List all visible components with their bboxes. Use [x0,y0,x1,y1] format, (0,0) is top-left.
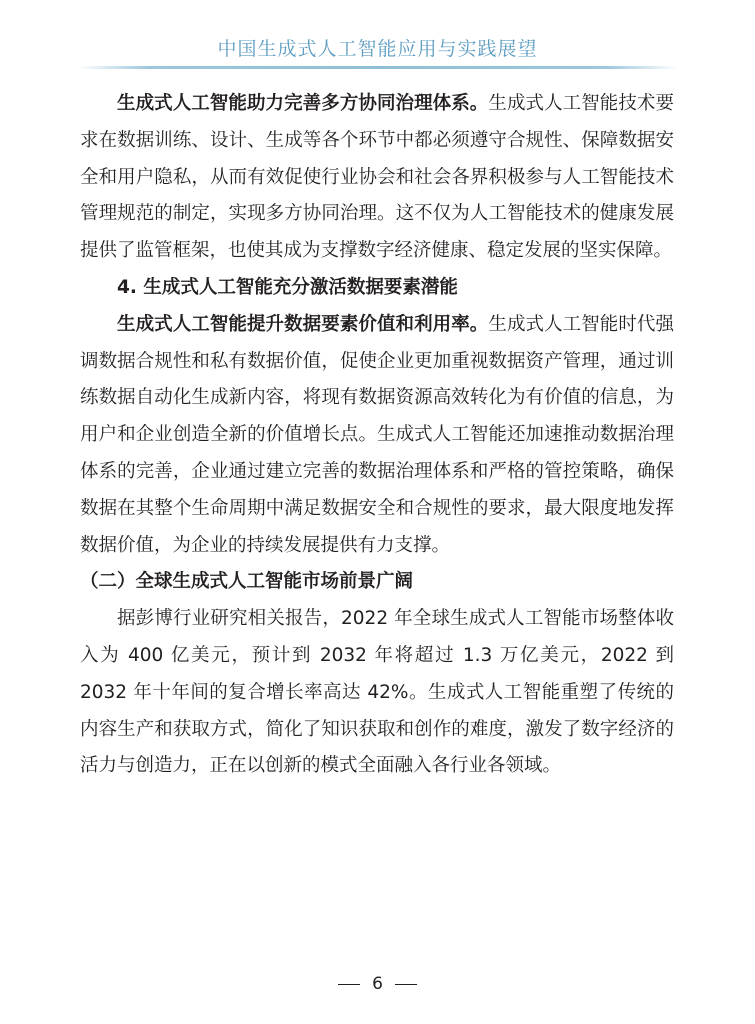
paragraph-lead-governance: 生成式人工智能助力完善多方协同治理体系。 [117,93,489,114]
page-body [80,86,674,785]
section-heading-global-market: （二）全球生成式人工智能市场前景广阔 [80,571,414,593]
page-number: 6 [372,974,383,994]
paragraph-governance [80,86,674,270]
subsection-heading-data-elements: 4. 生成式人工智能充分激活数据要素潜能 [117,276,458,298]
header-rule [78,66,678,69]
paragraph-market-outlook: 据彭博行业研究相关报告，2022 年全球生成式人工智能市场整体收入为 400 亿美元，预计到 2032 年将超过 1.3 万亿美元，2022 到 2032 年十年间的复合增长率高达 42%。生成式人工智能重塑了传统的内容生产和获取方式，简化了知识获取和创作的难度，激发了数字经济的活力与创造力，正在以创新的模式全面融入各行业各领域。 [80,608,674,777]
paragraph-lead-data-value: 生成式人工智能提升数据要素价值和利用率。 [117,313,489,335]
running-header: 中国生成式人工智能应用与实践展望 [217,38,538,60]
footer-dash-right [395,984,417,985]
paragraph-body-data-value: 生成式人工智能时代强调数据合规性和私有数据价值，促使企业更加重视数据资产管理，通过训练数据自动化生成新内容，将现有数据资源高效转化为有价值的信息，为用户和企业创造全新的价值增长点。生成式人工智能还加速推动数据治理体系的完善，企业通过建立完善的数据治理体系和严格的管控策略，确保数据在其整个生命周期中满足数据安全和合规性的要求，最大限度地发挥数据价值，为企业的持续发展提供有力支撑。 [80,313,674,556]
paragraph-body-governance: 生成式人工智能技术要求在数据训练、设计、生成等各个环节中都必须遵守合规性、保障数据安全和用户隐私，从而有效促使行业协会和社会各界积极参与人工智能技术管理规范的制定，实现多方协同治理。这不仅为人工智能技术的健康发展提供了监管框架，也使其成为支撑数字经济健康、稳定发展的坚实保障。 [80,93,674,262]
page-footer [0,972,755,996]
paragraph-data-value [80,307,674,565]
footer-dash-left [338,984,360,985]
